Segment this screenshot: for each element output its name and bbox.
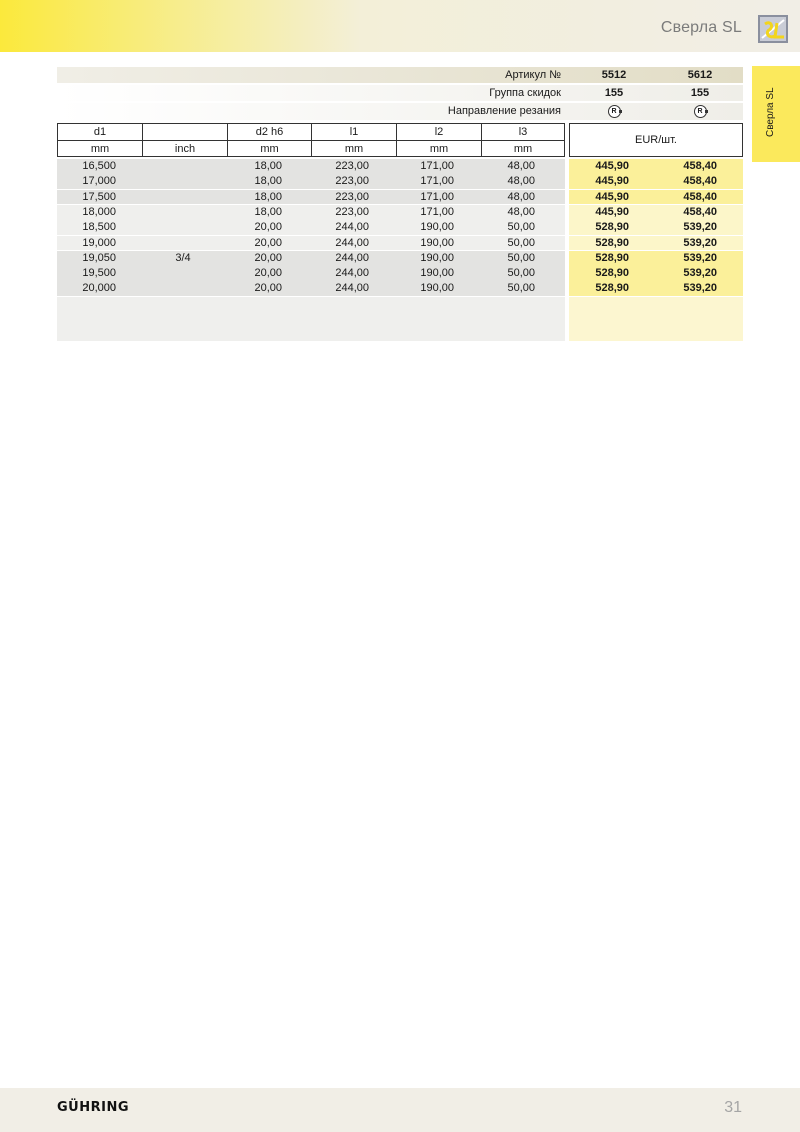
price-5512: 445,90 (595, 175, 629, 188)
cell-l2: 171,00 (420, 190, 454, 203)
direction-row (57, 103, 743, 120)
unit-l2: mm (397, 143, 482, 155)
cell-inch: 3/4 (175, 251, 191, 264)
cell-d2: 18,00 (254, 205, 282, 218)
cell-d2: 20,00 (254, 236, 282, 249)
cell-l2: 190,00 (420, 251, 454, 264)
direction-v1 (574, 104, 654, 118)
right-hand-cut-icon: R (694, 105, 707, 118)
cell-d1: 18,500 (82, 221, 116, 234)
cell-l1: 223,00 (335, 190, 369, 203)
cell-d1: 18,000 (82, 205, 116, 218)
price-5612: 458,40 (683, 205, 717, 218)
discount-v1: 155 (604, 87, 624, 99)
price-5612: 539,20 (683, 236, 717, 249)
table-row (57, 236, 743, 251)
article-label: Артикул № (505, 69, 561, 81)
cell-d2: 20,00 (254, 267, 282, 280)
cell-l1: 223,00 (335, 175, 369, 188)
direction-v2 (660, 104, 740, 118)
right-hand-cut-icon: R (608, 105, 621, 118)
cell-l3: 48,00 (507, 175, 535, 188)
price-5612: 458,40 (683, 175, 717, 188)
page-number: 31 (724, 1099, 742, 1116)
article-5512: 5512 (601, 69, 627, 81)
cell-l3: 50,00 (507, 236, 535, 249)
cell-l2: 171,00 (420, 205, 454, 218)
cell-l3: 50,00 (507, 282, 535, 295)
col-l1: l1 (312, 126, 397, 138)
table-row (57, 190, 743, 205)
side-tab-label: Сверла SL (765, 87, 776, 137)
cell-l1: 244,00 (335, 221, 369, 234)
price-5612: 539,20 (683, 251, 717, 264)
cell-l3: 50,00 (507, 251, 535, 264)
price-5512: 528,90 (595, 282, 629, 295)
price-5612: 539,20 (683, 282, 717, 295)
cell-l2: 190,00 (420, 267, 454, 280)
cell-d2: 18,00 (254, 175, 282, 188)
cell-d2: 20,00 (254, 251, 282, 264)
price-5512: 528,90 (595, 251, 629, 264)
unit-inch: inch (143, 143, 228, 155)
cell-d1: 19,500 (82, 267, 116, 280)
table-row (57, 174, 743, 189)
table-row (57, 251, 743, 266)
cell-l3: 48,00 (507, 205, 535, 218)
price-5512: 445,90 (595, 205, 629, 218)
discount-v2: 155 (690, 87, 710, 99)
table-row (57, 205, 743, 220)
table-footer-space-price (569, 297, 743, 341)
side-tab[interactable] (752, 66, 800, 162)
cell-d1: 17,000 (82, 175, 116, 188)
cell-d1: 16,500 (82, 160, 116, 172)
cell-l1: 223,00 (335, 205, 369, 218)
cell-l2: 171,00 (420, 160, 454, 172)
unit-d1: mm (58, 143, 143, 155)
direction-label: Направление резания (447, 105, 561, 117)
unit-l3: mm (513, 143, 533, 155)
cell-d2: 18,00 (254, 160, 282, 172)
cell-d2: 20,00 (254, 221, 282, 234)
cell-d1: 19,050 (82, 251, 116, 264)
discount-label: Группа скидок (489, 87, 561, 99)
price-5612: 458,40 (683, 160, 717, 172)
price-5612: 539,20 (683, 267, 717, 280)
price-5512: 445,90 (595, 160, 629, 172)
table-row (57, 281, 743, 296)
price-5512: 528,90 (595, 221, 629, 234)
cell-l1: 244,00 (335, 267, 369, 280)
cell-d1: 17,500 (82, 190, 116, 203)
section-title: Сверла SL (660, 19, 742, 36)
guhring-logo: GÜHRING (57, 1100, 130, 1115)
cell-l3: 50,00 (507, 267, 535, 280)
sl-logo-icon (758, 15, 788, 43)
unit-d2: mm (228, 143, 312, 155)
cell-l3: 48,00 (507, 160, 535, 172)
price-5512: 528,90 (595, 236, 629, 249)
col-d1: d1 (58, 126, 143, 138)
table-row (57, 159, 743, 174)
cell-l2: 190,00 (420, 221, 454, 234)
col-d2: d2 h6 (228, 126, 312, 138)
cell-d2: 18,00 (254, 190, 282, 203)
table-row (57, 266, 743, 281)
col-l2: l2 (397, 126, 482, 138)
cell-l1: 244,00 (335, 282, 369, 295)
cell-l1: 244,00 (335, 236, 369, 249)
cell-l1: 244,00 (335, 251, 369, 264)
unit-l1: mm (312, 143, 397, 155)
cell-d1: 19,000 (82, 236, 116, 249)
cell-l2: 171,00 (420, 175, 454, 188)
price-5612: 458,40 (683, 190, 717, 203)
cell-d1: 20,000 (82, 282, 116, 295)
cell-l3: 50,00 (507, 221, 535, 234)
cell-l2: 190,00 (420, 236, 454, 249)
cell-l2: 190,00 (420, 282, 454, 295)
cell-l3: 48,00 (507, 190, 535, 203)
price-5612: 539,20 (683, 221, 717, 234)
col-l3: l3 (518, 126, 528, 138)
price-5512: 528,90 (595, 267, 629, 280)
discount-row (57, 85, 743, 102)
price-5512: 445,90 (595, 190, 629, 203)
article-5612: 5612 (687, 69, 713, 81)
price-header: EUR/шт. (569, 123, 743, 157)
table-footer-space (57, 297, 565, 341)
table-row (57, 220, 743, 235)
cell-l1: 223,00 (335, 160, 369, 172)
cell-d2: 20,00 (254, 282, 282, 295)
article-row (57, 67, 743, 84)
